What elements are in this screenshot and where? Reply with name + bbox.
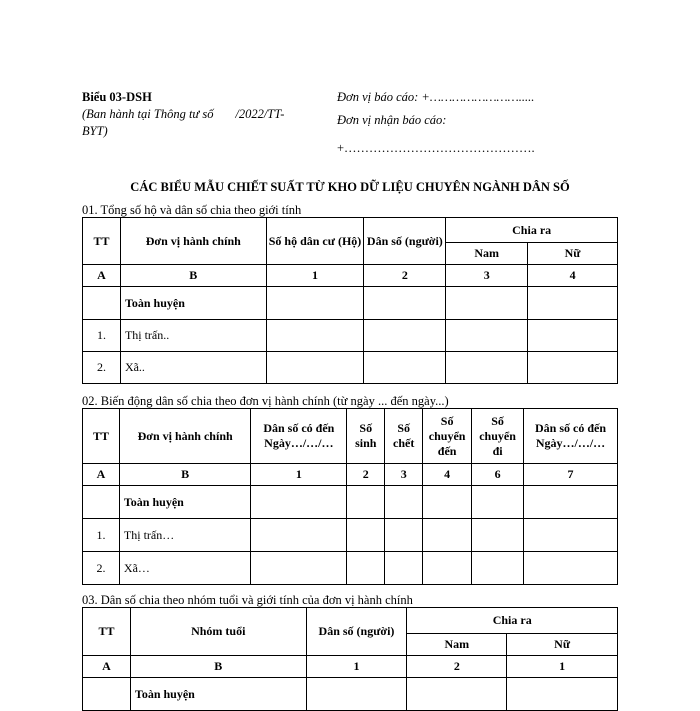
table-row xyxy=(83,320,618,352)
table1-header-population: Dân số (người) xyxy=(364,218,446,265)
table3-header-female: Nữ xyxy=(507,634,618,656)
table2-header-tt: TT xyxy=(83,409,120,464)
table2-header-pop-end: Dân số có đến Ngày…/…/… xyxy=(524,409,618,464)
table1 xyxy=(82,217,618,384)
row-unit-name: Toàn huyện xyxy=(120,287,266,320)
table-row xyxy=(83,287,618,320)
table3-index-cell: 1 xyxy=(306,656,407,678)
table1-index-cell: 2 xyxy=(364,265,446,287)
table2-index-cell: 3 xyxy=(385,464,423,486)
table3 xyxy=(82,607,618,711)
table2-header-unit: Đơn vị hành chính xyxy=(119,409,251,464)
receiving-unit-dots: +………………………………………. xyxy=(337,141,535,155)
row-unit-name: Thị trấn… xyxy=(119,519,251,552)
row-tt xyxy=(83,287,121,320)
table3-header-male: Nam xyxy=(407,634,507,656)
receiving-unit: Đơn vị nhận báo cáo: xyxy=(337,113,447,127)
row-unit-name: Thị trấn.. xyxy=(120,320,266,352)
issued-note-line1: (Ban hành tại Thông tư số /2022/TT- xyxy=(82,107,285,121)
table3-header-tt: TT xyxy=(83,608,131,656)
table1-index-cell: 4 xyxy=(528,265,618,287)
table2-index-cell: 7 xyxy=(524,464,618,486)
table2-header-deaths: Số chết xyxy=(385,409,423,464)
table2-index-cell: B xyxy=(119,464,251,486)
table1-index-cell: 3 xyxy=(446,265,528,287)
table-row xyxy=(83,352,618,384)
table1-title: 01. Tổng số hộ và dân số chia theo giới tính xyxy=(82,203,302,217)
form-header-right xyxy=(337,89,597,157)
table-row xyxy=(83,519,618,552)
table1-index-cell: 1 xyxy=(266,265,364,287)
form-header-left xyxy=(82,89,322,140)
table3-title: 03. Dân số chia theo nhóm tuổi và giới tính của đơn vị hành chính xyxy=(82,593,413,607)
form-code: Biểu 03-DSH xyxy=(82,90,152,104)
table1-header-male: Nam xyxy=(446,243,528,265)
table1-header-households: Số hộ dân cư (Hộ) xyxy=(266,218,364,265)
table2-index-cell: 4 xyxy=(423,464,472,486)
table3-index-cell: 1 xyxy=(507,656,618,678)
table1-header-unit: Đơn vị hành chính xyxy=(120,218,266,265)
table1-header-female: Nữ xyxy=(528,243,618,265)
table3-header-age-group: Nhóm tuổi xyxy=(130,608,306,656)
table2-header-births: Số sinh xyxy=(347,409,385,464)
table2-index-cell: 1 xyxy=(251,464,347,486)
issued-note-line2: BYT) xyxy=(82,124,108,138)
row-unit-name: Toàn huyện xyxy=(119,486,251,519)
reporting-unit: Đơn vị báo cáo: +……………………..... xyxy=(337,90,535,104)
table2-index-cell: 6 xyxy=(472,464,524,486)
table1-index-cell: A xyxy=(83,265,121,287)
row-unit-name: Xã… xyxy=(119,552,251,585)
row-tt: 1. xyxy=(83,320,121,352)
table3-index-cell: B xyxy=(130,656,306,678)
row-tt xyxy=(83,678,131,711)
table2-title: 02. Biến động dân số chia theo đơn vị hành chính (từ ngày ... đến ngày...) xyxy=(82,394,449,408)
row-unit-name: Xã.. xyxy=(120,352,266,384)
row-tt: 1. xyxy=(83,519,120,552)
table-row xyxy=(83,486,618,519)
table1-header-breakdown: Chia ra xyxy=(446,218,618,243)
table2-header-moved-out: Số chuyển đi xyxy=(472,409,524,464)
table2-index-cell: 2 xyxy=(347,464,385,486)
table-row xyxy=(83,552,618,585)
table2-header-pop-start: Dân số có đến Ngày…/…/… xyxy=(251,409,347,464)
table1-header-tt: TT xyxy=(83,218,121,265)
table2-header-moved-in: Số chuyển đến xyxy=(423,409,472,464)
table1-index-cell: B xyxy=(120,265,266,287)
table2-index-cell: A xyxy=(83,464,120,486)
table3-index-cell: 2 xyxy=(407,656,507,678)
table3-header-population: Dân số (người) xyxy=(306,608,407,656)
table3-header-breakdown: Chia ra xyxy=(407,608,618,634)
page-title: CÁC BIỂU MẪU CHIẾT SUẤT TỪ KHO DỮ LIỆU CHUYÊN NGÀNH DÂN SỐ xyxy=(130,180,570,194)
row-tt xyxy=(83,486,120,519)
table3-index-cell: A xyxy=(83,656,131,678)
row-age-group-name: Toàn huyện xyxy=(130,678,306,711)
table-row xyxy=(83,678,618,711)
row-tt: 2. xyxy=(83,552,120,585)
table2 xyxy=(82,408,618,585)
row-tt: 2. xyxy=(83,352,121,384)
